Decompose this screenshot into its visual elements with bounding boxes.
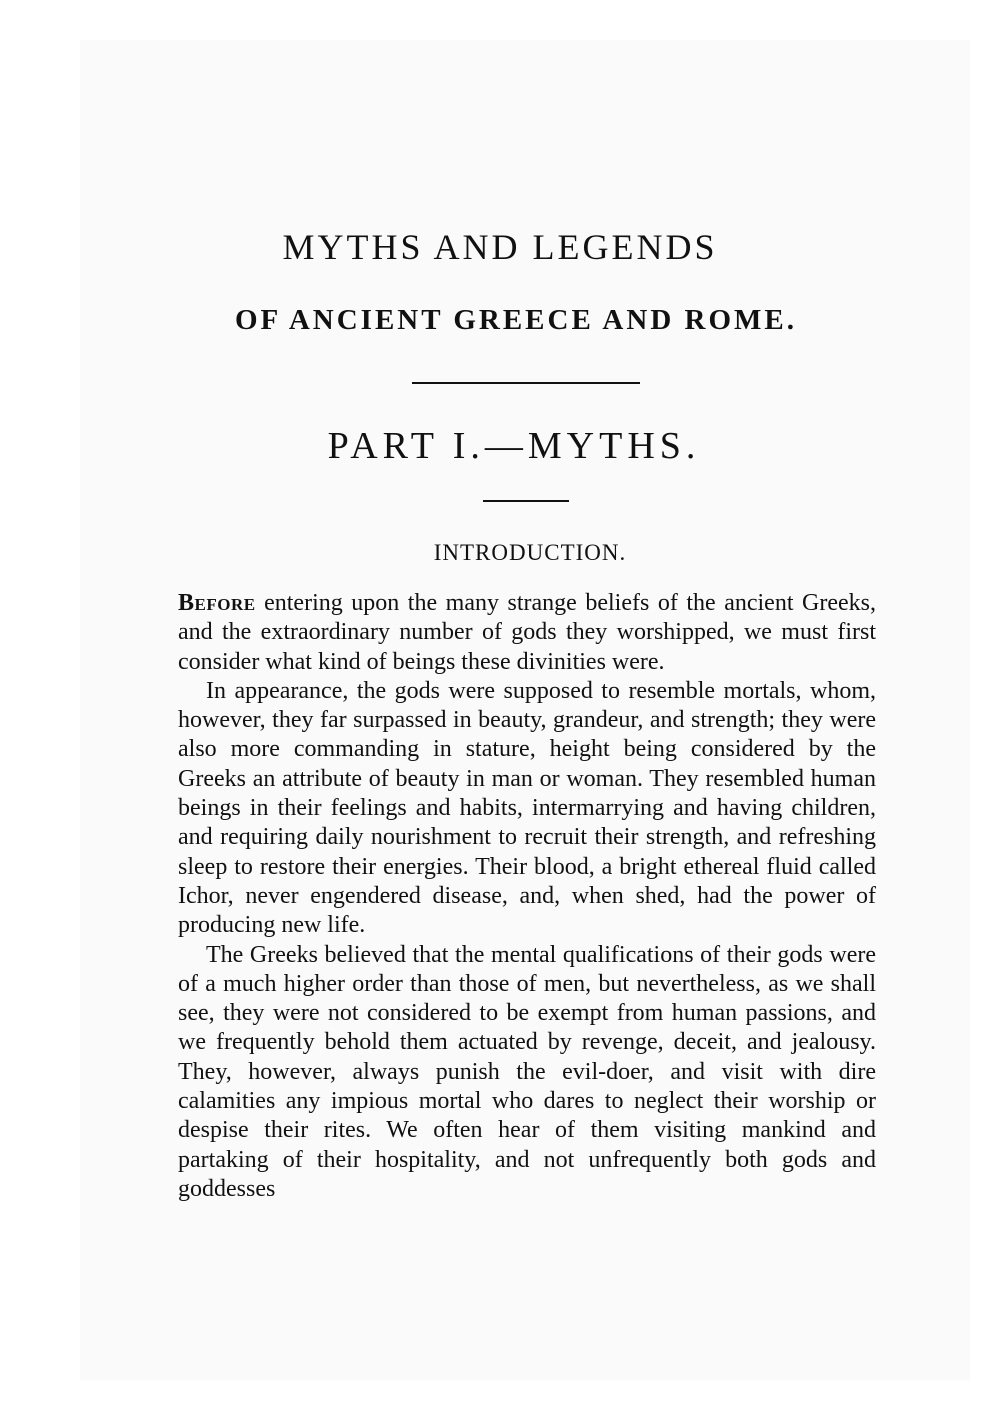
paragraph-3: The Greeks believed that the mental qualifications of their gods were of a much higher order than those of men, but nevertheless, as we shall see, they were not considered to be exempt from human passions, and we frequently behold them actuated by revenge, deceit, and jealousy. They, however, always punish the evil-doer, and visit with dire calamities any impious mortal who dares to neglect their worship or despise their rites. We often hear of them visiting mankind and partaking of their hospitality, and not unfrequently both gods and goddesses: [178, 941, 876, 1202]
book-title: MYTHS AND LEGENDS: [282, 227, 718, 267]
section-heading: INTRODUCTION.: [433, 540, 627, 565]
body-text: [178, 589, 876, 1204]
paragraph-lead-word: Before: [178, 590, 256, 616]
paragraph-2: In appearance, the gods were supposed to resemble mortals, whom, however, they far surpassed in beauty, grandeur, and strength; they were also more commanding in stature, height being considered by the Greeks an attribute of beauty in man or woman. They resembled human beings in their feelings and habits, intermarrying and having children, and requiring daily nourishment to recruit their strength, and refreshing sleep to restore their energies. Their blood, a bright ethereal fluid called Ichor, never engendered disease, and, when shed, had the power of producing new life.: [178, 677, 876, 939]
part-divider: [483, 500, 569, 502]
paragraph-1: [178, 589, 876, 677]
title-divider: [412, 382, 640, 384]
part-heading: PART I.—MYTHS.: [327, 425, 701, 467]
book-subtitle: OF ANCIENT GREECE AND ROME.: [235, 304, 797, 336]
paragraph-1-text: entering upon the many strange beliefs of the ancient Greeks, and the extraordinary number of gods they worshipped, we must first consider what kind of beings these divinities were.: [178, 590, 876, 675]
